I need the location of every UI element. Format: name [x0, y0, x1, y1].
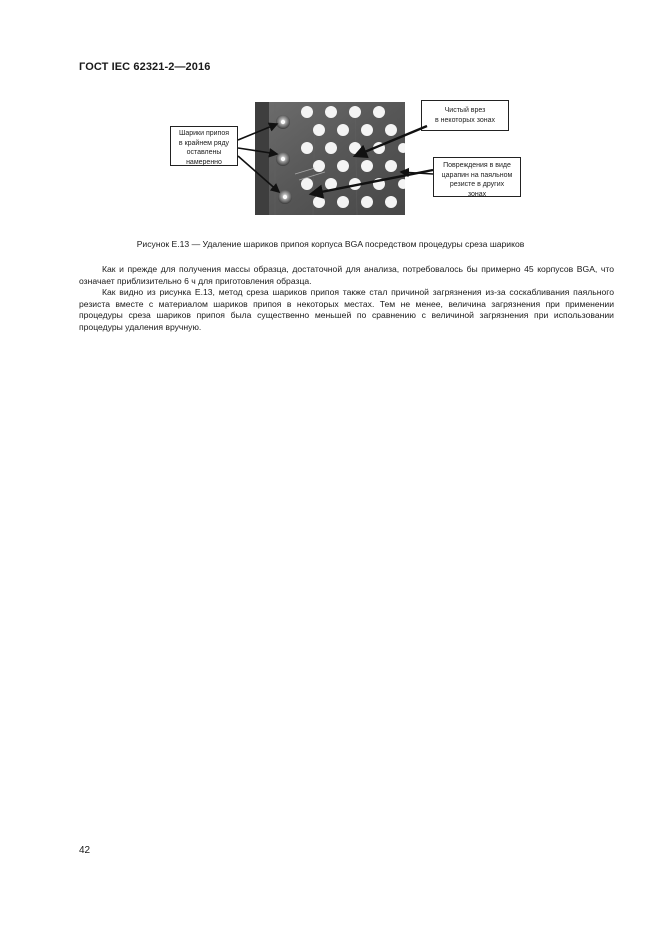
figure-e13 [165, 96, 530, 221]
callout-clean-cut [421, 100, 509, 131]
callout-scratch-damage-line-4: зонах [467, 190, 487, 198]
callout-scratch-damage-line-2: царапин на паяльном [441, 171, 513, 179]
body-text [79, 264, 614, 333]
callout-outer-row [170, 126, 238, 166]
callout-scratch-damage-line-1: Повреждения в виде [443, 162, 511, 169]
callout-clean-cut-line-1: Чистый врез [444, 107, 486, 114]
callout-outer-row-line-2: в крайнем ряду [178, 139, 230, 147]
bga-photo [255, 102, 405, 215]
callout-scratch-damage-line-3: резисте в других [449, 181, 505, 188]
paragraph-1: Как и прежде для получения массы образца, достаточной для анализа, потребовалось бы примерно 45 корпусов BGA, что означает приблизительно 6 ч для приготовления образца. [79, 264, 614, 286]
figure-caption: Рисунок Е.13 — Удаление шариков припоя корпуса BGA посредством процедуры среза шариков [136, 239, 525, 249]
document-header-title: ГОСТ IEC 62321-2—2016 [79, 61, 211, 73]
page-number: 42 [79, 845, 91, 856]
callout-outer-row-line-3: оставлены [186, 149, 222, 156]
callout-outer-row-line-1: Шарики припоя [178, 130, 230, 137]
paragraph-2: Как видно из рисунка Е.13, метод среза шариков припоя также стал причиной загрязнения из-за соскабливания паяльного резиста вместе с материалом шариков припоя в некоторых местах. Тем не менее, величина загрязнения при применении процедуры среза шариков припоя была существенно меньшей по сравнению с величиной загрязнения при использовании процедуры удаления вручную. [79, 287, 614, 332]
arrow-scratch-2 [401, 172, 433, 174]
callout-outer-row-line-4: намеренно [186, 158, 222, 166]
callout-clean-cut-line-2: в некоторых зонах [435, 116, 495, 124]
callout-scratch-damage [433, 157, 521, 197]
